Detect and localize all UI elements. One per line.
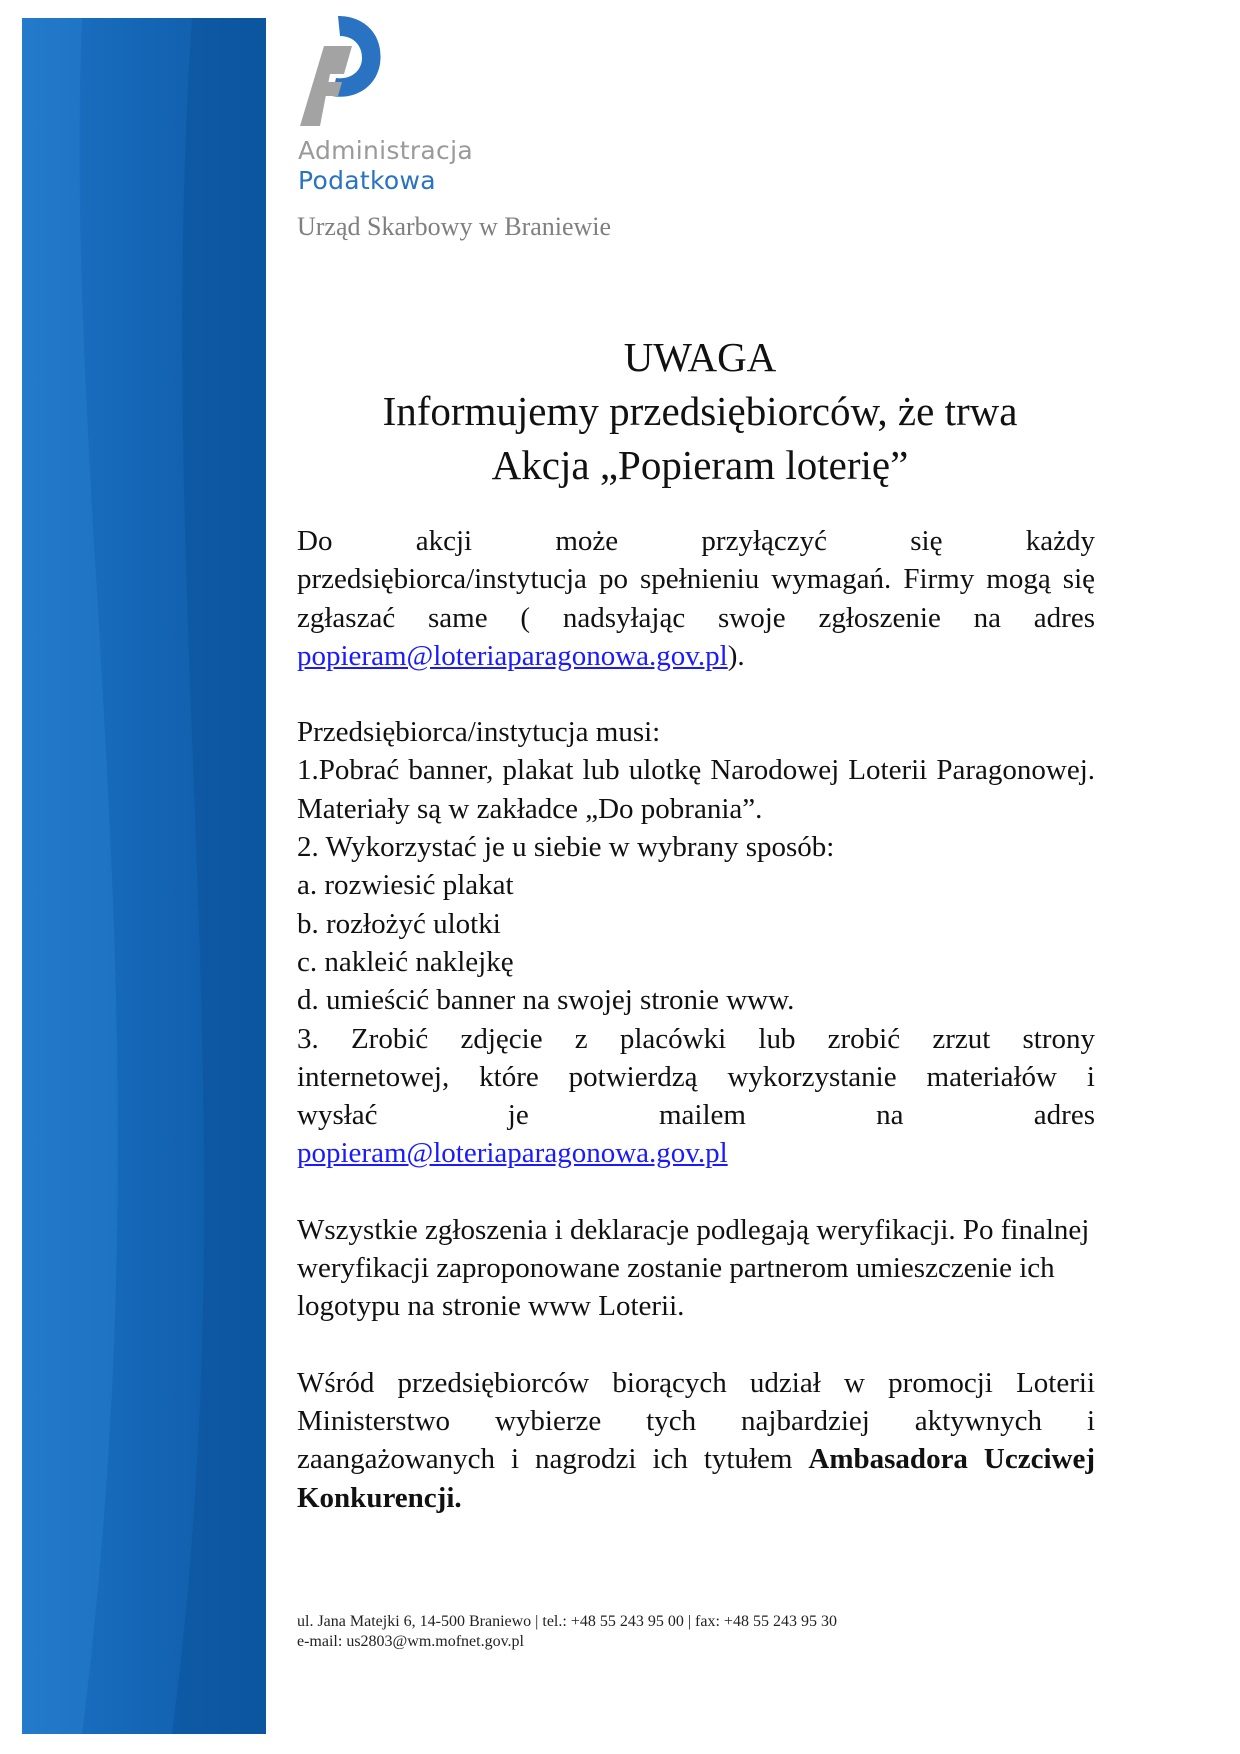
email-link-intro[interactable]: popieram@loteriaparagonowa.gov.pl: [297, 639, 728, 672]
requirements-heading: Przedsiębiorca/instytucja musi:: [297, 716, 661, 749]
intro-text: przedsiębiorca/instytucja po spełnieniu wymagań. Firmy mogą się zgłaszać same ( nadsyłając swoje zgłoszenie na adres: [297, 563, 1095, 634]
logo-line-administracja: Administracja: [298, 136, 473, 165]
award-title: Ambasadora Uczciwej Konkurencji.: [297, 1443, 1095, 1514]
office-name: Urząd Skarbowy w Braniewie: [297, 212, 612, 241]
footer-email: e-mail: us2803@wm.mofnet.gov.pl: [297, 1633, 524, 1650]
step-3-line-2: internetowej, które potwierdzą wykorzystanie materiałów i: [297, 1060, 1095, 1093]
intro-paragraph: [297, 560, 1095, 675]
email-link-step-3[interactable]: popieram@loteriaparagonowa.gov.pl: [297, 1137, 728, 1170]
award-paragraph: [297, 1364, 1095, 1517]
logo-wordmark: [298, 136, 473, 196]
intro-line-1: Do akcji może przyłączyć się każdy: [297, 525, 1095, 557]
band-wave-pattern: [22, 18, 266, 1734]
administracja-podatkowa-logo-icon: [296, 16, 386, 126]
step-2d: d. umieścić banner na swojej stronie www.: [297, 984, 795, 1017]
step-3-line-1: 3. Zrobić zdjęcie z placówki lub zrobić zrzut strony: [297, 1022, 1095, 1055]
step-2c: c. nakleić naklejkę: [297, 945, 514, 978]
step-2a: a. rozwiesić plakat: [297, 869, 514, 902]
step-2b: b. rozłożyć ulotki: [297, 907, 501, 940]
title-line-2: Informujemy przedsiębiorców, że trwa: [382, 388, 1018, 434]
award-text: Wśród przedsiębiorców biorących udział w promocji Loterii Ministerstwo wybierze tych najbardziej aktywnych i zaangażowanych i nagrodzi ich tytułem: [297, 1366, 1095, 1476]
title-line-3: Akcja „Popieram loterię”: [491, 442, 909, 488]
decorative-side-band: [22, 18, 266, 1734]
step-3-line-3: wysłać je mailem na adres: [297, 1099, 1095, 1132]
step-1: 1.Pobrać banner, plakat lub ulotkę Narodowej Loterii Paragonowej. Materiały są w zakładce „Do pobrania”.: [297, 754, 1095, 825]
title-uwaga: UWAGA: [623, 334, 777, 380]
footer-contact: [297, 1612, 837, 1652]
intro-end: ).: [727, 639, 745, 672]
footer-address: ul. Jana Matejki 6, 14-500 Braniewo | tel.: +48 55 243 95 00 | fax: +48 55 243 95 30: [297, 1613, 837, 1630]
verification-paragraph: Wszystkie zgłoszenia i deklaracje podlegają weryfikacji. Po finalnej weryfikacji zaproponowane zostanie partnerom umieszczenie ich logotypu na stronie www Loterii.: [297, 1213, 1090, 1323]
logo-line-podatkowa: Podatkowa: [298, 166, 436, 195]
announcement-title: [300, 330, 1100, 492]
step-2: 2. Wykorzystać je u siebie w wybrany sposób:: [297, 831, 835, 864]
step-3-link-line: [297, 1134, 1095, 1172]
announcement-body: [297, 522, 1095, 1517]
